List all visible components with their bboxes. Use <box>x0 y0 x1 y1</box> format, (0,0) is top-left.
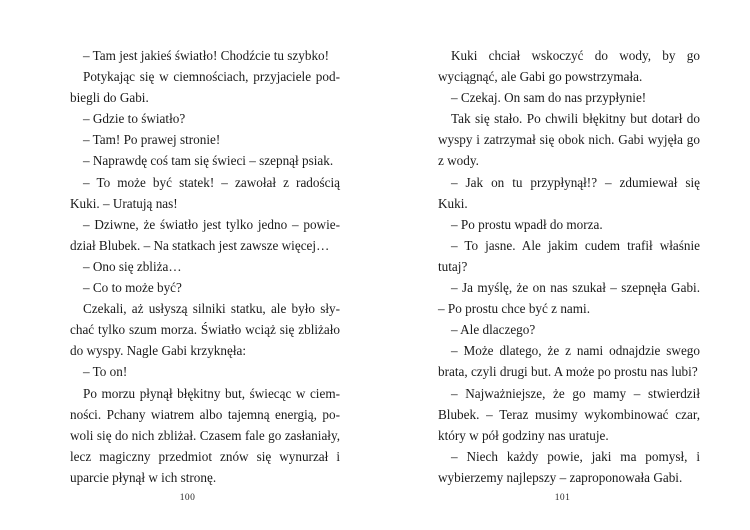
paragraph: Potykając się w ciemnościach, przyjaciele podbiegli do Gabi. <box>70 69 340 106</box>
paragraph: – Jak on tu przypłynął!? – zdumiewał się Kuki. <box>438 174 700 211</box>
paragraph: – To może być statek! – zawołał z radością Kuki. – Uratują nas! <box>70 174 340 211</box>
paragraph: Kuki chciał wskoczyć do wody, by go wyciągnąć, ale Gabi go powstrzymała. <box>438 48 700 85</box>
paragraph: – Najważniejsze, że go mamy – stwierdził Blubek. – Teraz musimy wykombinować czar, który w pół godziny nas uratuje. <box>438 385 700 443</box>
paragraph: – Naprawdę coś tam się świeci – szepnął psiak. <box>83 153 334 169</box>
paragraph: – To jasne. Ale jakim cudem trafił właśnie tutaj? <box>438 237 700 274</box>
paragraph: – Ja myślę, że on nas szukał – szepnęła Gabi. – Po prostu chce być z nami. <box>438 280 700 317</box>
page-right-text-block <box>438 45 700 488</box>
paragraph: – Może dlatego, że z nami odnajdzie swego brata, czyli drugi but. A może po prostu nas lubi? <box>438 343 700 380</box>
paragraph: – Tam jest jakieś światło! Chodźcie tu szybko! <box>83 48 330 63</box>
paragraph: – To on! <box>83 364 128 380</box>
paragraph: – Dziwne, że światło jest tylko jedno – powiedział Blubek. – Na statkach jest zawsze więcej… <box>70 216 340 253</box>
paragraph: – Ono się zbliża… <box>83 258 182 274</box>
page-right <box>375 0 750 530</box>
paragraph: – Czekaj. On sam do nas przypłynie! <box>451 90 647 106</box>
paragraph: – Gdzie to światło? <box>83 111 186 127</box>
paragraph: Po morzu płynął błękitny but, świecąc w ciemności. Pchany wiatrem albo tajemną energią, powoli się do nich zbliżał. Czasem fale go zasłaniały, lecz magiczny przedmiot znów się wynurzał i uparcie płynął w ich stronę. <box>70 385 340 485</box>
page-left-text-block <box>70 45 340 488</box>
paragraph: – Po prostu wpadł do morza. <box>451 216 603 232</box>
paragraph: – Niech każdy powie, jaki ma pomysł, i wybierzemy najlepszy – zaproponowała Gabi. <box>438 448 700 485</box>
paragraph: – Tam! Po prawej stronie! <box>83 132 221 148</box>
paragraph: Czekali, aż usłyszą silniki statku, ale było słychać tylko szum morza. Światło wciąż się zbliżało do wyspy. Nagle Gabi krzyknęła: <box>70 301 340 359</box>
page-number: 100 <box>179 493 196 503</box>
paragraph: – Ale dlaczego? <box>451 322 536 338</box>
paragraph: – Co to może być? <box>83 280 182 296</box>
paragraph: Tak się stało. Po chwili błękitny but dotarł do wyspy i zatrzymał się obok nich. Gabi wyjęła go z wody. <box>438 111 700 169</box>
page-number: 101 <box>554 493 571 503</box>
